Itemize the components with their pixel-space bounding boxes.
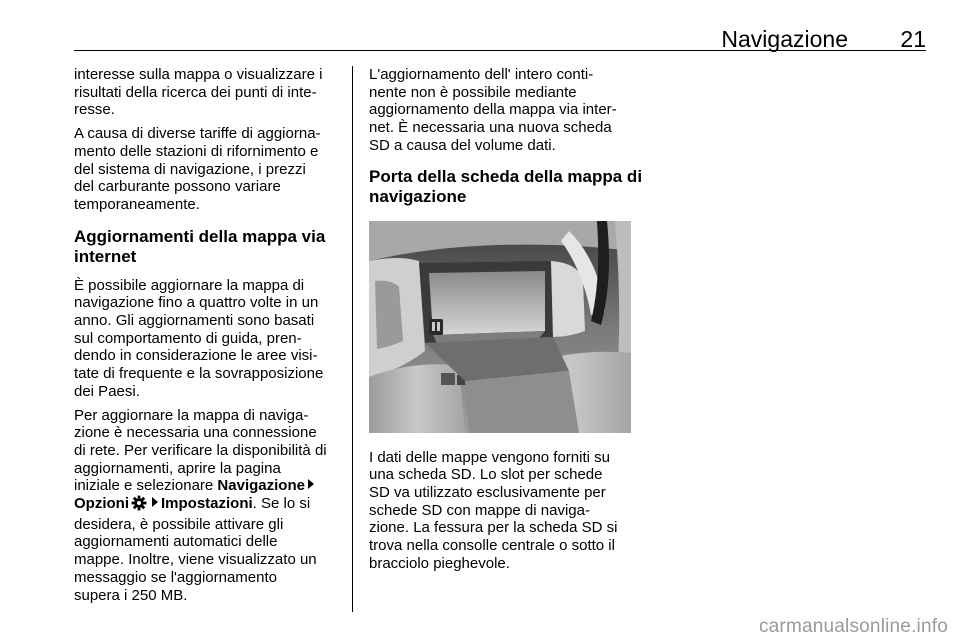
section-heading-sd-port: Porta della scheda della mappa di navigazione bbox=[369, 166, 643, 206]
text-line: dei Paesi. bbox=[74, 382, 140, 400]
text-line: una scheda SD. Lo slot per schede bbox=[369, 466, 603, 484]
text-line: mappe. Inoltre, viene visualizzato un bbox=[74, 551, 317, 569]
paragraph-sd-card bbox=[369, 449, 637, 573]
text-line: supera i 250 MB. bbox=[74, 586, 188, 604]
page-header bbox=[74, 26, 926, 52]
column-divider bbox=[352, 66, 353, 612]
text-line: zione. La fessura per la scheda SD si bbox=[369, 519, 618, 537]
text-line: zione è necessaria una connessione bbox=[74, 424, 317, 442]
text-line: aggiornamenti, aprire la pagina bbox=[74, 459, 281, 477]
text-line: resse. bbox=[74, 101, 115, 119]
text-line: messaggio se l'aggiornamento bbox=[74, 568, 277, 586]
right-column bbox=[369, 66, 643, 572]
text-line: nente non è possibile mediante bbox=[369, 83, 577, 101]
arrow-right-icon bbox=[308, 479, 314, 489]
text-line: sul comportamento di guida, pren- bbox=[74, 329, 302, 347]
text-line: iniziale e selezionare Navigazione bbox=[74, 477, 342, 495]
paragraph-fuel-prices bbox=[74, 125, 342, 214]
text-line: SD va utilizzato esclusivamente per bbox=[369, 483, 606, 501]
menu-path-impostazioni: Impostazioni bbox=[161, 495, 253, 513]
text-line: trova nella consolle centrale o sotto il bbox=[369, 537, 615, 555]
site-watermark: carmanualsonline.info bbox=[758, 616, 948, 637]
menu-path-opzioni: Opzioni bbox=[74, 495, 129, 513]
text-line: aggiornamento della mappa via inter- bbox=[369, 101, 617, 119]
text-line: bracciolo pieghevole. bbox=[369, 554, 510, 572]
text-line: aggiornamenti automatici delle bbox=[74, 533, 278, 551]
text-line: di rete. Per verificare la disponibilità di bbox=[74, 441, 327, 459]
text-line: anno. Gli aggiornamenti sono basati bbox=[74, 312, 315, 330]
text-line: del carburante possono variare bbox=[74, 178, 281, 196]
section-heading-map-updates: Aggiornamenti della mappa via internet bbox=[74, 226, 326, 266]
header-rule bbox=[74, 50, 926, 51]
text-line: tate di frequente e la sovrapposizione bbox=[74, 365, 324, 383]
text-line: È possibile aggiornare la mappa di bbox=[74, 276, 305, 294]
paragraph-continent-update bbox=[369, 66, 637, 155]
text-line: temporaneamente. bbox=[74, 195, 200, 213]
paragraph-update-frequency bbox=[74, 277, 342, 401]
paragraph-search-results bbox=[74, 66, 342, 119]
text-line: I dati delle mappe vengono forniti su bbox=[369, 448, 610, 466]
text-line: interesse sulla mappa o visualizzare i bbox=[74, 66, 323, 83]
text-line: desidera, è possibile attivare gli bbox=[74, 515, 284, 533]
text-line: dendo in considerazione le aree visi- bbox=[74, 347, 318, 365]
text-line: Opzioni Impostazioni. Se lo si bbox=[74, 495, 342, 516]
text-line: net. È necessaria una nuova scheda bbox=[369, 119, 612, 137]
left-column bbox=[74, 66, 342, 604]
page-number: 21 bbox=[900, 26, 926, 52]
center-console-illustration bbox=[369, 221, 631, 433]
arrow-right-icon bbox=[152, 497, 158, 507]
text-line: risultati della ricerca dei punti di inte- bbox=[74, 83, 317, 101]
gear-icon bbox=[131, 495, 147, 516]
text-line: schede SD con mappe di naviga- bbox=[369, 501, 590, 519]
page-title: Navigazione bbox=[721, 26, 848, 52]
text-line: Per aggiornare la mappa di naviga- bbox=[74, 406, 309, 424]
text-line: del sistema di navigazione, i prezzi bbox=[74, 160, 306, 178]
paragraph-update-procedure bbox=[74, 407, 342, 605]
menu-path-navigazione: Navigazione bbox=[217, 477, 305, 495]
text-line: SD a causa del volume dati. bbox=[369, 136, 556, 154]
text-line: navigazione fino a quattro volte in un bbox=[74, 294, 319, 312]
text-line: mento delle stazioni di rifornimento e bbox=[74, 142, 319, 160]
text-line: L'aggiornamento dell' intero conti- bbox=[369, 66, 594, 83]
text-line: A causa di diverse tariffe di aggiorna- bbox=[74, 125, 321, 143]
